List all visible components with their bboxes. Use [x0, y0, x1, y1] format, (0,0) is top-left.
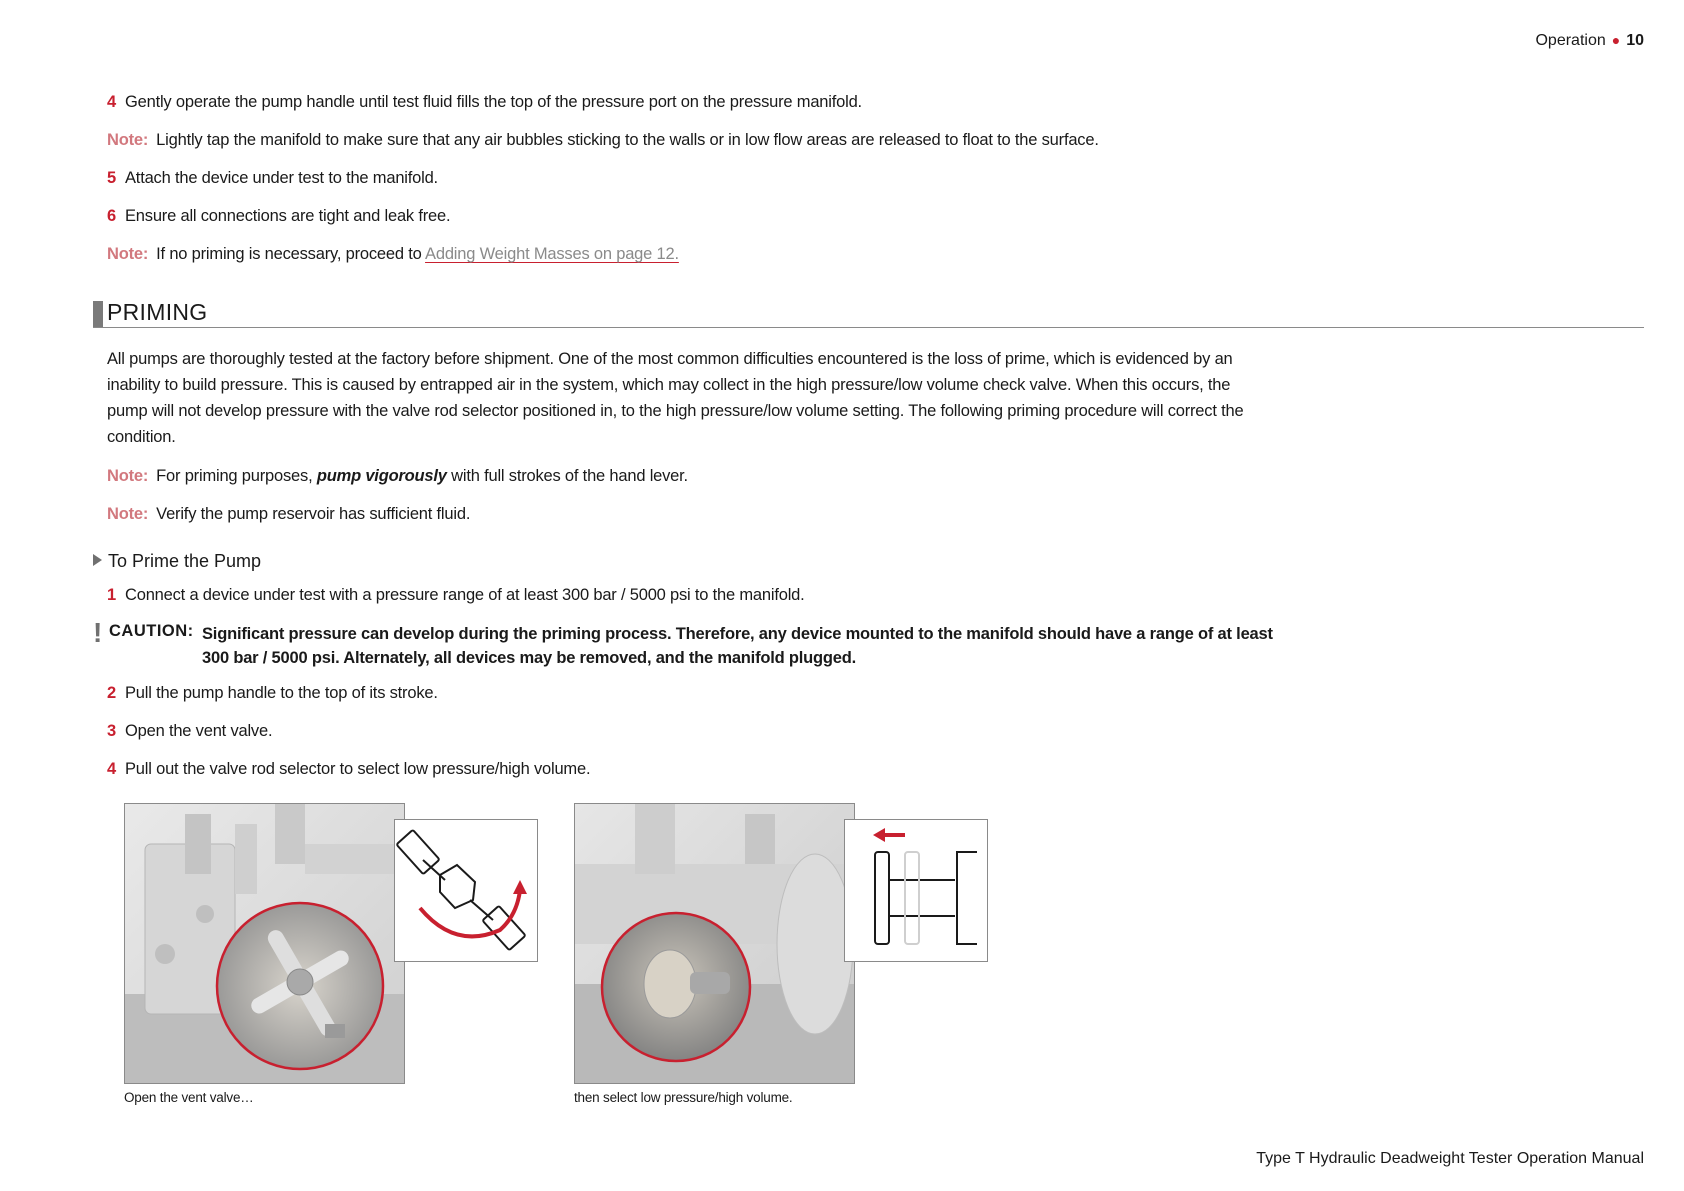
step-4: 4 Gently operate the pump handle until test fluid fills the top of the pressure port on the pressure manifold.	[107, 93, 862, 111]
valve-selector-photo-illustration	[575, 804, 854, 1083]
note-no-priming: Note: If no priming is necessary, proceed to Adding Weight Masses on page 12.	[107, 245, 679, 263]
caution-text: Significant pressure can develop during the priming process. Therefore, any device mounted to the manifold should have a range of at least 300 bar / 5000 psi. Alternately, all devices may be removed, and the manifold plugged.	[202, 625, 1273, 667]
bullet-dot-icon: ●	[1611, 32, 1621, 48]
prime-step-4: 4 Pull out the valve rod selector to select low pressure/high volume.	[107, 760, 591, 778]
prime-step-3: 3 Open the vent valve.	[107, 722, 273, 740]
header-section: Operation	[1535, 32, 1606, 49]
step-6: 6 Ensure all connections are tight and leak free.	[107, 207, 451, 225]
pull-left-arrow-icon	[845, 820, 987, 961]
caution-label: CAUTION:	[109, 622, 194, 640]
valve-selector-photo	[574, 803, 855, 1084]
note-reservoir: Note: Verify the pump reservoir has sufficient fluid.	[107, 505, 471, 523]
page-number: 10	[1626, 32, 1644, 49]
triangle-right-icon	[93, 554, 102, 566]
section-marker	[93, 301, 103, 327]
priming-paragraph: All pumps are thoroughly tested at the factory before shipment. One of the most common difficulties encountered is the loss of prime, which is evidenced by an inability to build pressure. This is caused by entrapped air in the system, which may collect in the high pressure/low volume check valve. When this occurs, the pump will not develop pressure with the valve rod selector positioned in, to the high pressure/low volume setting. The following priming procedure will correct the condition.	[107, 350, 1244, 446]
figure-caption-1: Open the vent valve…	[124, 1090, 254, 1105]
caution-exclamation-icon: !	[93, 617, 103, 648]
section-heading-priming	[93, 301, 1644, 328]
vent-valve-photo-illustration	[125, 804, 404, 1083]
prime-step-1: 1 Connect a device under test with a pressure range of at least 300 bar / 5000 psi to the manifold.	[107, 586, 805, 604]
vent-valve-rotate-diagram	[394, 819, 538, 962]
subsection-to-prime: To Prime the Pump	[93, 551, 261, 572]
vent-valve-photo	[124, 803, 405, 1084]
rotate-arrow-icon	[395, 820, 537, 961]
valve-selector-pull-diagram	[844, 819, 988, 962]
step-5: 5 Attach the device under test to the manifold.	[107, 169, 438, 187]
prime-step-2: 2 Pull the pump handle to the top of its stroke.	[107, 684, 438, 702]
note-tap-manifold: Note: Lightly tap the manifold to make sure that any air bubbles sticking to the walls or in low flow areas are released to float to the surface.	[107, 131, 1099, 149]
page-header	[1535, 32, 1644, 50]
section-title: PRIMING	[107, 299, 208, 325]
adding-weight-masses-link[interactable]: Adding Weight Masses on page 12.	[425, 245, 679, 263]
note-pump-vigorously: Note: For priming purposes, pump vigorously with full strokes of the hand lever.	[107, 467, 688, 485]
figure-caption-2: then select low pressure/high volume.	[574, 1090, 793, 1105]
page-footer: Type T Hydraulic Deadweight Tester Operation Manual	[1256, 1150, 1644, 1167]
